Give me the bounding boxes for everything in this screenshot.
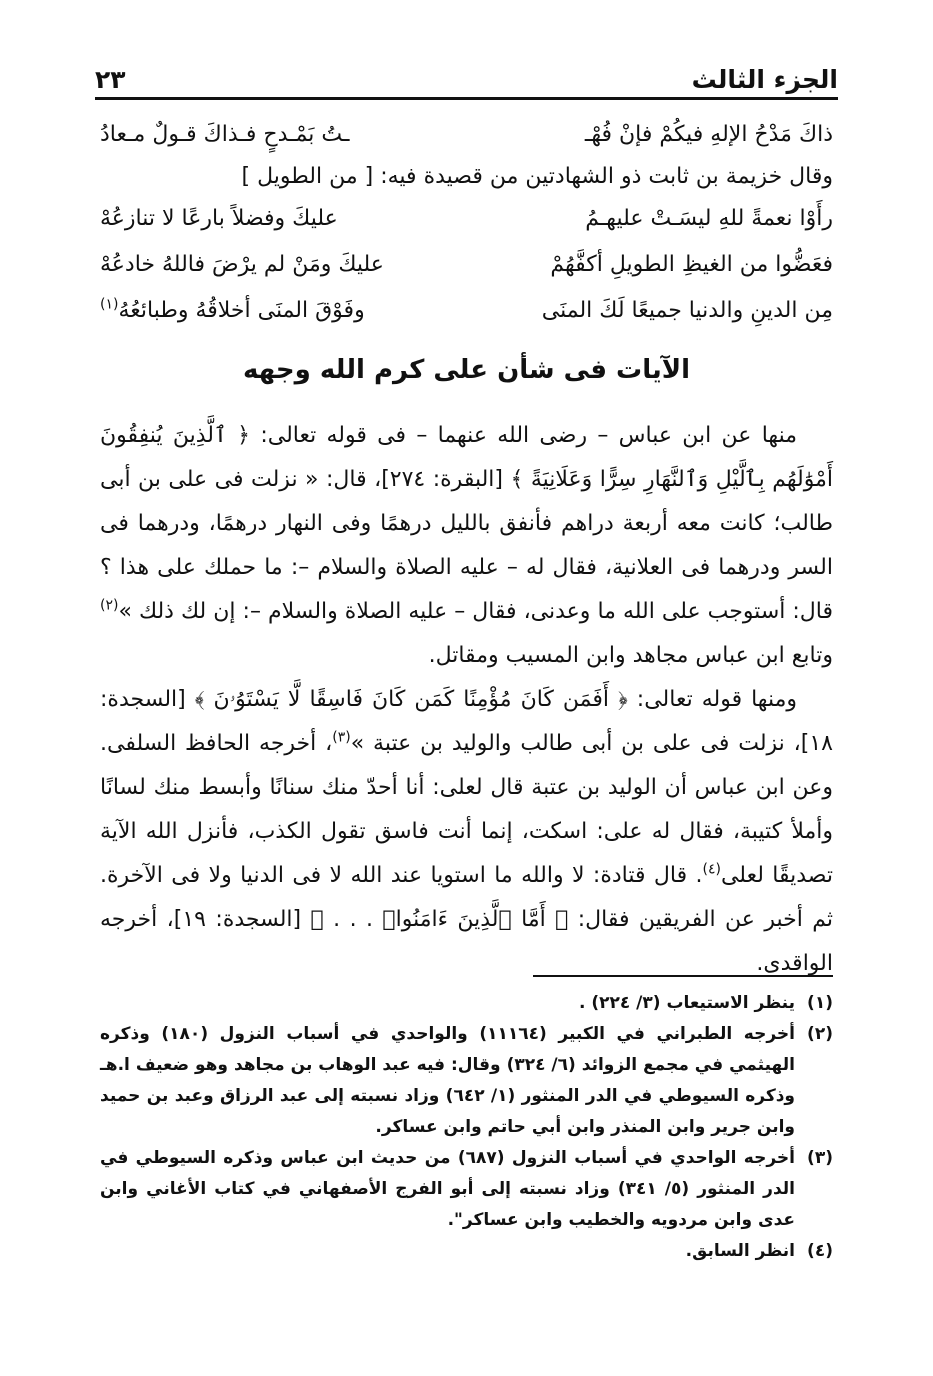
footnotes [100, 988, 833, 1267]
paragraph-text: . قال قتادة: لا والله ما استويا عند الله لا فى الدنيا ولا فى الآخرة. ثم أخبر عن الفريقين فقال: ﴿ أَمَّا ٱلَّذِينَ ءَامَنُوا۟ . . . ﴾ [السجدة: ١٩]، أخرجه الواقدى. [100, 863, 834, 976]
poem-verse [100, 288, 833, 334]
verse-first-hemistich: فعَضُّوا من الغيظِ الطويلِ أكفَّهُمْ [550, 252, 833, 277]
verse-second-hemistich: عليكَ وفضلاً بارعًا لا تنازعُهْ [100, 206, 338, 231]
page-header [95, 50, 838, 94]
footnote-number: (٣) [807, 1148, 833, 1168]
footnote [100, 1143, 833, 1236]
footnote-ref[interactable]: (١) [100, 296, 119, 313]
footnote [100, 1236, 833, 1267]
footnote-rule [533, 975, 833, 977]
paragraph-text: ، أخرجه الحافظ السلفى. وعن ابن عباس أن الوليد بن عتبة قال لعلى: أنا أحدّ منك سنانًا وأبسط منك لسانًا وأملأ كتيبة، فقال له على: اسكت، إنما أنت فاسق تقول الكذب، فأنزل الله الآية تصديقًا لعلى [100, 731, 833, 888]
footnote-text: أخرجه الواحدي في أسباب النزول (٦٨٧) من حديث ابن عباس وذكره السيوطي في الدر المنثور (٥/ ٣٤١) وزاد نسبته إلى أبو الفرج الأصفهاني في كتاب الأغاني وابن عدى وابن مردويه والخطيب وابن عساكر". [100, 1148, 795, 1230]
footnote-text: ينظر الاستيعاب (٣/ ٢٢٤) . [578, 993, 795, 1013]
header-rule [95, 97, 838, 100]
footnote-text: أخرجه الطبراني في الكبير (١١١٦٤) والواحدي في أسباب النزول (١٨٠) وذكره الهيثمي في مجمع الزوائد (٦/ ٣٢٤) وقال: فيه عبد الوهاب بن مجاهد وهو ضعيف ا.هـ وذكره السيوطي في الدر المنثور (١/ ٦٤٢) وزاد نسبته إلى عبد الرزاق وعبد بن حميد وابن جرير وابن المنذر وابن أبي حاتم وابن عساكر. [100, 1024, 795, 1137]
poem-block [100, 112, 833, 334]
verse-first-hemistich: مِن الدينِ والدنيا جميعًا لَكَ المنَى [541, 298, 833, 323]
footnote-number: (١) [807, 993, 833, 1013]
poem-verse [100, 112, 833, 158]
paragraph-2 [100, 678, 833, 986]
footnote-text: انظر السابق. [685, 1241, 795, 1261]
poem-verse [100, 196, 833, 242]
page-number: ٢٣ [95, 65, 126, 94]
paragraph-text: منها عن ابن عباس – رضى الله عنهما – فى قوله تعالى: ﴿ ٱلَّذِينَ يُنفِقُونَ أَمْوَٰلَهُم بِٱلَّيْلِ وَٱلنَّهَارِ سِرًّا وَعَلَانِيَةً ﴾ [البقرة: ٢٧٤]، قال: « نزلت فى على بن أبى طالب؛ كانت معه أربعة دراهم فأنفق بالليل درهمًا وفى النهار درهمًا، ودرهما فى السر ودرهما فى العلانية، فقال له – عليه الصلاة والسلام –: ما حملك على هذا ؟ قال: أستوجب على الله ما وعدنى، فقال – عليه الصلاة والسلام –: إن لك ذلك » [100, 423, 834, 624]
footnote-ref[interactable]: (٤) [702, 861, 721, 878]
footnote [100, 1019, 833, 1143]
footnote-ref[interactable]: (٢) [100, 597, 119, 614]
poem-intro: وقال خزيمة بن ثابت ذو الشهادتين من قصيدة فيه: [ من الطويل ] [241, 164, 833, 189]
paragraph-text: وتابع ابن عباس مجاهد وابن المسيب ومقاتل. [428, 643, 833, 668]
footnote-ref[interactable]: (٣) [332, 729, 351, 746]
verse-second-hemistich: ـتُ بَمْـدحٍ فـذاكَ قـولٌ مـعادُ [100, 122, 350, 147]
verse-second-hemistich: عليكَ ومَنْ لم يرْضَ فاللهُ خادعُهْ [100, 252, 384, 277]
verse-first-hemistich: رأَوْا نعمةً للهِ ليسَـتْ عليهـمُ [585, 206, 833, 231]
footnote-number: (٢) [807, 1024, 833, 1044]
footnote-number: (٤) [807, 1241, 833, 1261]
poem-verse [100, 242, 833, 288]
verse-text: وفَوْقَ المنَى أخلاقُهُ وطبائعُهُ [118, 298, 365, 323]
verse-first-hemistich: ذاكَ مَدْحُ الإلهِ فيكُمْ فإنْ فُهْـ [584, 122, 833, 147]
paragraph-1 [100, 414, 833, 678]
running-title: الجزء الثالث [691, 65, 838, 94]
verse-second-hemistich [100, 288, 365, 334]
paragraph-text: ومنها قوله تعالى: ﴿ أَفَمَن كَانَ مُؤْمِنًا كَمَن كَانَ فَاسِقًا لَّا يَسْتَوُۥنَ ﴾ [السجدة: ١٨]، نزلت فى على بن أبى طالب والوليد بن عتبة » [100, 687, 833, 756]
footnote [100, 988, 833, 1019]
main-text [100, 414, 833, 986]
section-title: الآيات فى شأن على كرم الله وجهه [242, 355, 690, 385]
